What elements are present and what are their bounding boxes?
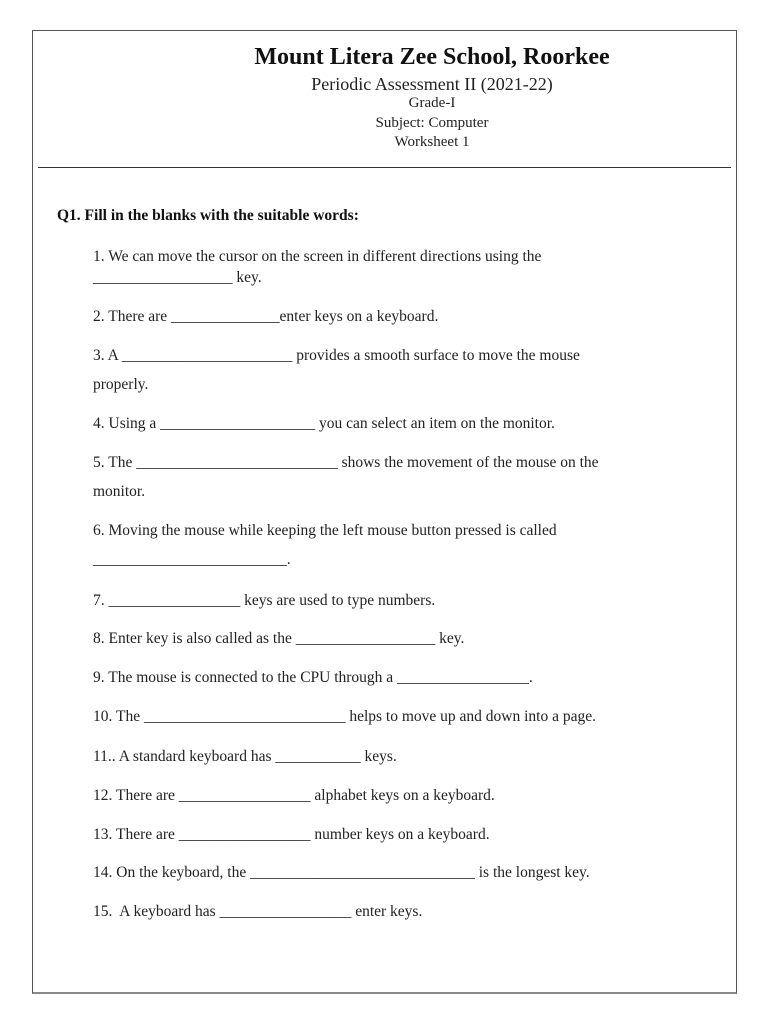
item-line: 1. We can move the cursor on the screen in different directions using the xyxy=(93,248,542,265)
list-item xyxy=(93,341,713,399)
item-line: 14. On the keyboard, the _____________________________ is the longest key. xyxy=(93,864,590,881)
list-item xyxy=(93,667,713,688)
item-line: 2. There are ______________enter keys on a keyboard. xyxy=(93,308,439,325)
list-item xyxy=(93,901,713,922)
assessment-title: Periodic Assessment II (2021-22) xyxy=(311,74,553,94)
item-line: 4. Using a ____________________ you can select an item on the monitor. xyxy=(93,415,555,432)
question-heading: Q1. Fill in the blanks with the suitable words: xyxy=(57,207,359,224)
grade-label: Grade-I xyxy=(408,95,456,111)
item-line: __________________ key. xyxy=(93,269,262,286)
list-item xyxy=(93,785,713,806)
item-line: 8. Enter key is also called as the __________________ key. xyxy=(93,630,465,647)
item-line: 11.. A standard keyboard has ___________ keys. xyxy=(93,748,397,765)
list-item xyxy=(93,706,713,727)
school-name: Mount Litera Zee School, Roorkee xyxy=(254,44,610,70)
list-item xyxy=(93,628,713,649)
list-item xyxy=(93,516,713,574)
item-line: 5. The __________________________ shows the movement of the mouse on the xyxy=(93,454,599,471)
list-item xyxy=(93,746,713,767)
list-item xyxy=(93,448,713,506)
item-line: _________________________. xyxy=(93,551,291,568)
item-line: 7. _________________ keys are used to type numbers. xyxy=(93,592,436,609)
list-item xyxy=(93,413,713,434)
list-item xyxy=(93,862,713,883)
list-item xyxy=(93,590,713,611)
item-line: 6. Moving the mouse while keeping the left mouse button pressed is called xyxy=(93,522,557,539)
item-line: properly. xyxy=(93,376,149,393)
list-item xyxy=(93,246,713,288)
list-item xyxy=(93,306,713,327)
item-line: 13. There are _________________ number keys on a keyboard. xyxy=(93,826,490,843)
item-line: 12. There are _________________ alphabet keys on a keyboard. xyxy=(93,787,495,804)
worksheet-label: Worksheet 1 xyxy=(394,134,470,150)
item-line: monitor. xyxy=(93,483,146,500)
item-line: 3. A ______________________ provides a smooth surface to move the mouse xyxy=(93,347,580,364)
subject-label: Subject: Computer xyxy=(375,115,489,131)
list-item xyxy=(93,824,713,845)
item-line: 15. A keyboard has _________________ enter keys. xyxy=(93,903,423,920)
item-line: 10. The __________________________ helps to move up and down into a page. xyxy=(93,708,596,725)
item-line: 9. The mouse is connected to the CPU through a _________________. xyxy=(93,669,533,686)
